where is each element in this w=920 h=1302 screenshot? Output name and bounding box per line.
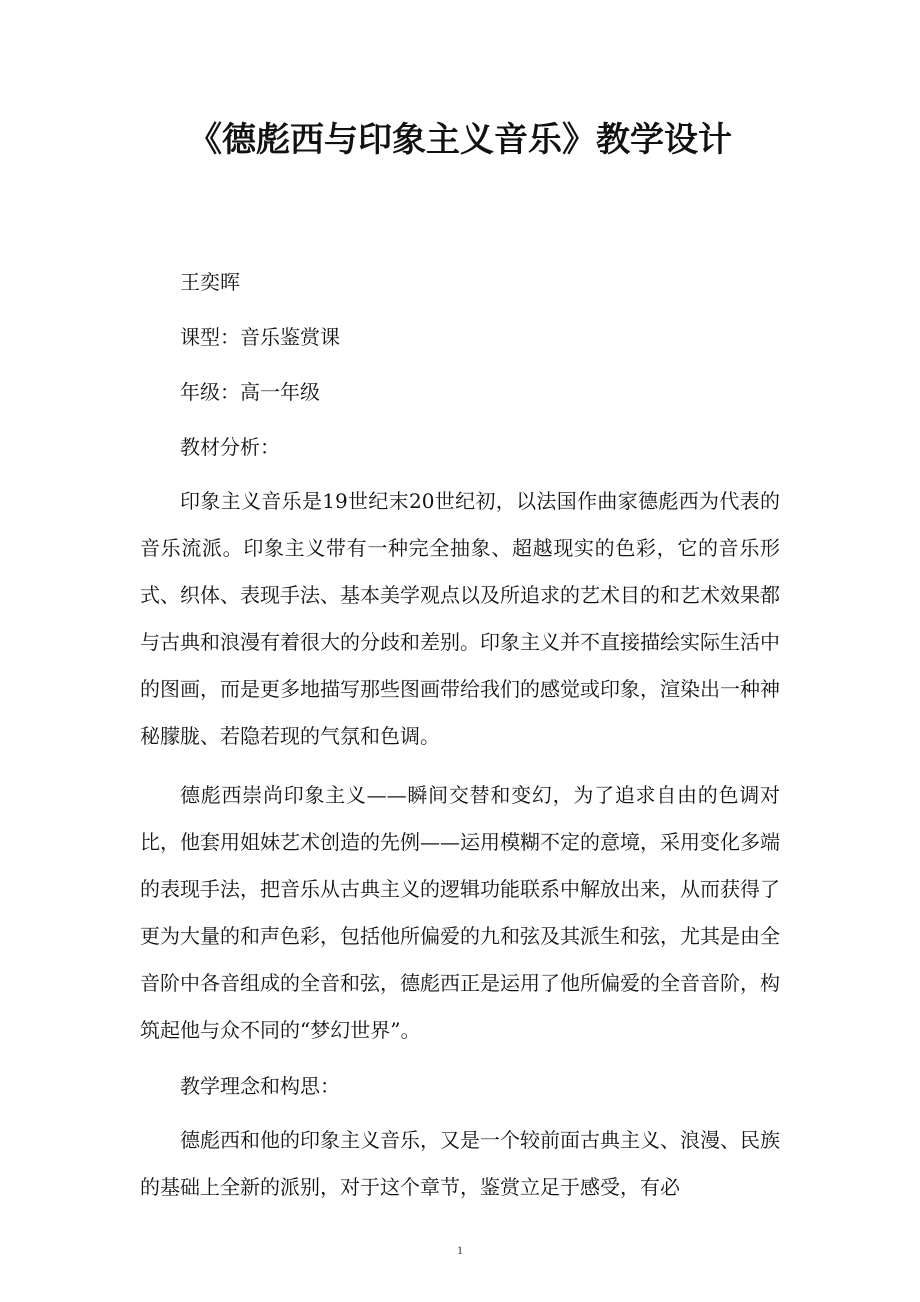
section-heading-textbook-analysis: 教材分析： [180, 435, 280, 459]
page-number: 1 [457, 1243, 463, 1257]
paragraph-debussy-style: 德彪西崇尚印象主义——瞬间交替和变幻，为了追求自由的色调对比，他套用姐妹艺术创造的先例——运用模糊不定的意境，采用变化多端的表现手法，把音乐从古典主义的逻辑功能联系中解放出来，从而获得了更为大量的和声色彩，包括他所偏爱的九和弦及其派生和弦，尤其是由全音阶中各音组成的全音和弦，德彪西正是运用了他所偏爱的全音音阶，构筑起他与众不同的“梦幻世界”。 [140, 783, 780, 1042]
grade-level: 年级：高一年级 [180, 380, 320, 404]
document-body [140, 262, 780, 1223]
document-title: 《德彪西与印象主义音乐》教学设计 [188, 120, 732, 160]
section-heading-teaching-concept: 教学理念和构思： [180, 1074, 340, 1098]
paragraph-teaching-concept: 德彪西和他的印象主义音乐，又是一个较前面古典主义、浪漫、民族的基础上全新的派别，对于这个章节，鉴赏立足于感受，有必 [140, 1128, 780, 1199]
author-name: 王奕晖 [180, 270, 240, 294]
course-type: 课型：音乐鉴赏课 [180, 325, 340, 349]
paragraph-impressionism-overview: 印象主义音乐是19世纪末20世纪初，以法国作曲家德彪西为代表的音乐流派。印象主义带有一种完全抽象、超越现实的色彩，它的音乐形式、织体、表现手法、基本美学观点以及所追求的艺术目的和艺术效果都与古典和浪漫有着很大的分歧和差别。印象主义并不直接描绘实际生活中的图画，而是更多地描写那些图画带给我们的感觉或印象，渲染出一种神秘朦胧、若隐若现的气氛和色调。 [140, 489, 780, 748]
